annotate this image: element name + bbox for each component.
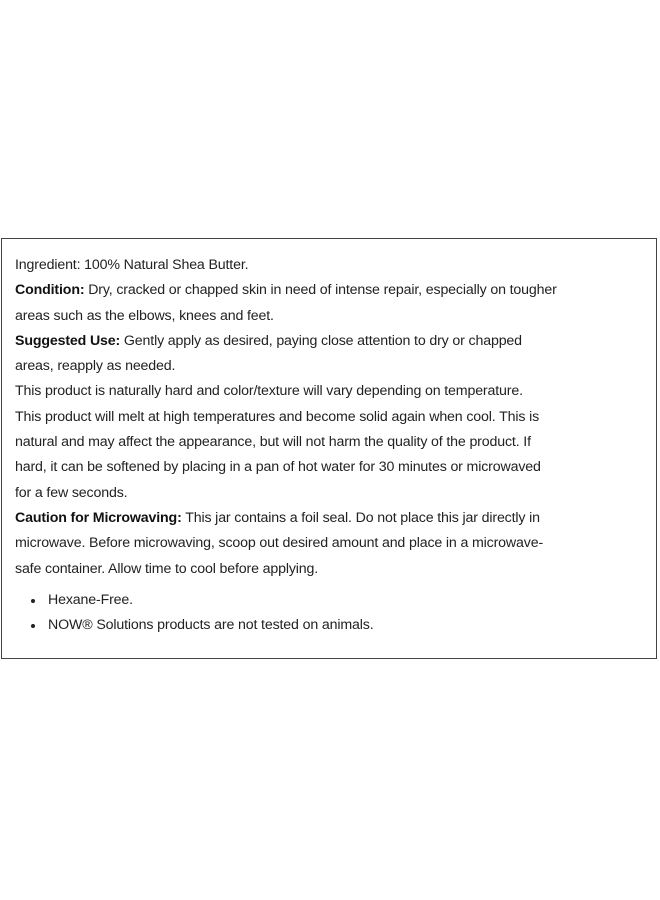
note-line-2: This product will melt at high temperatures and become solid again when cool. This is: [15, 408, 540, 425]
product-description-panel: [1, 238, 657, 659]
note-line-5: for a few seconds.: [15, 484, 128, 501]
caution-label: Caution for Microwaving:: [15, 509, 182, 526]
condition-text: Dry, cracked or chapped skin in need of intense repair, especially on tougher: [84, 282, 557, 299]
suggested-use-text: Gently apply as desired, paying close attention to dry or chapped: [120, 332, 522, 349]
condition-line-2: areas such as the elbows, knees and feet.: [15, 307, 274, 324]
condition-line-1: [15, 278, 646, 303]
caution-line-3: safe container. Allow time to cool before applying.: [15, 560, 319, 577]
list-item-text: NOW® Solutions products are not tested on animals.: [48, 617, 374, 634]
note-line-1: This product is naturally hard and color/texture will vary depending on temperature.: [15, 383, 523, 400]
ingredient-line: Ingredient: 100% Natural Shea Butter.: [15, 257, 249, 273]
condition-label: Condition:: [15, 282, 85, 299]
note-line-3: natural and may affect the appearance, but will not harm the quality of the product. If: [15, 434, 531, 451]
suggested-use-line-1: [15, 329, 646, 354]
note-line-4: hard, it can be softened by placing in a pan of hot water for 30 minutes or microwaved: [15, 459, 541, 476]
suggested-use-line-2: areas, reapply as needed.: [15, 358, 176, 375]
feature-list: [15, 588, 646, 639]
bullet-icon: [31, 624, 35, 628]
caution-line-2: microwave. Before microwaving, scoop out desired amount and place in a microwave-: [15, 535, 544, 552]
suggested-use-label: Suggested Use:: [15, 332, 121, 349]
list-item: [15, 613, 646, 639]
caution-text: This jar contains a foil seal. Do not place this jar directly in: [181, 509, 540, 526]
bullet-icon: [31, 599, 35, 603]
list-item-text: Hexane-Free.: [48, 591, 133, 608]
list-item: [15, 588, 646, 614]
caution-line-1: [15, 506, 646, 531]
